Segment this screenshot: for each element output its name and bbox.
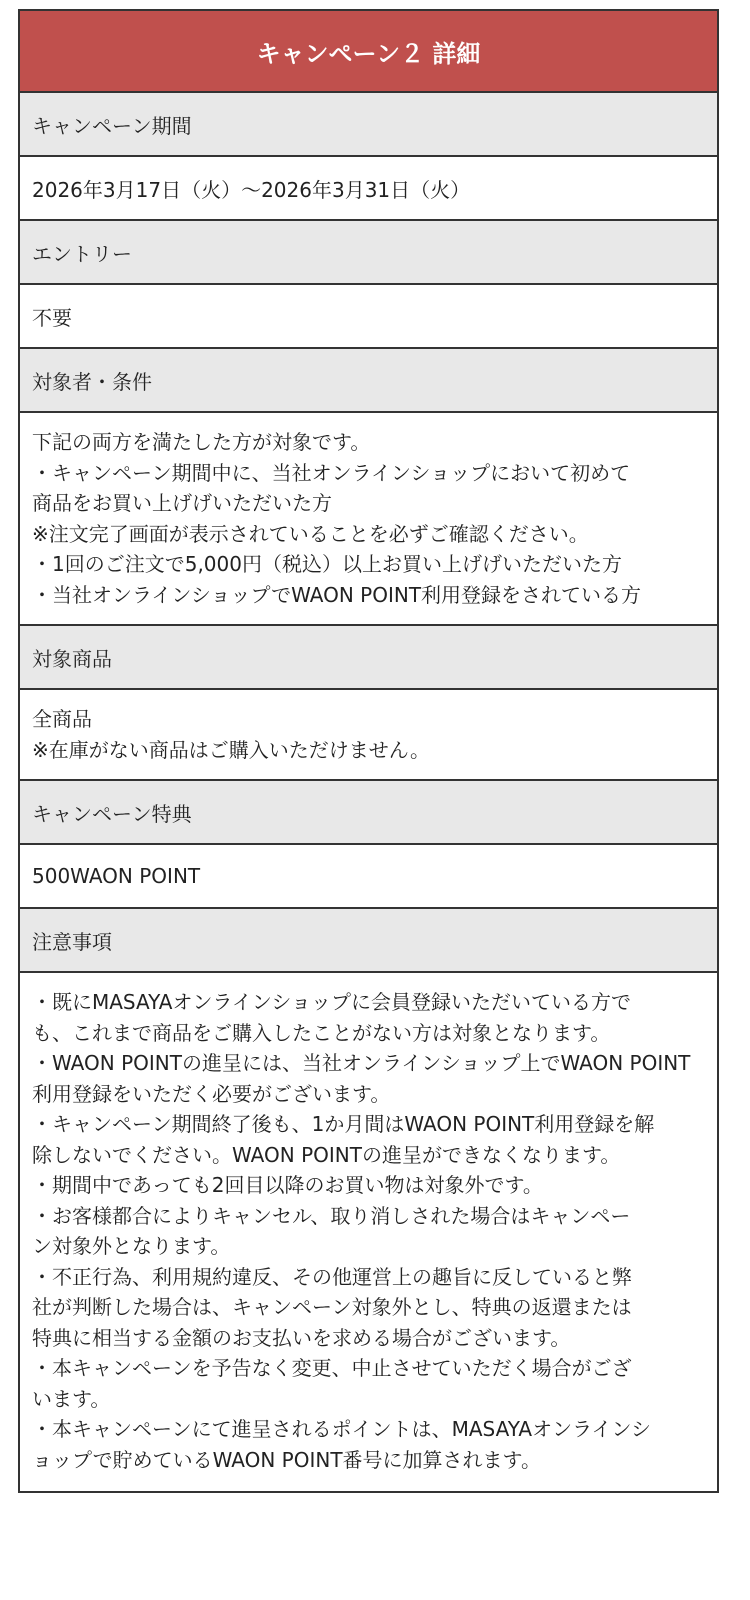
period-label: キャンペーン期間 — [20, 93, 717, 157]
notes-line: 社が判断した場合は、キャンペーン対象外とし、特典の返還または — [32, 1295, 632, 1319]
notes-line: ・既にMASAYAオンラインショップに会員登録いただいている方で — [32, 990, 631, 1014]
products-line: 全商品 — [32, 707, 92, 731]
table-title: キャンペーン２ 詳細 — [20, 11, 717, 93]
products-label: 対象商品 — [20, 626, 717, 690]
eligibility-line: ・1回のご注文で5,000円（税込）以上お買い上げげいただいた方 — [32, 552, 622, 576]
notes-line: ・お客様都合によりキャンセル、取り消しされた場合はキャンペー — [32, 1203, 631, 1228]
period-value: 2026年3月17日（火）〜2026年3月31日（火） — [20, 157, 717, 221]
eligibility-line: ・キャンペーン期間中に、当社オンラインショップにおいて初めて — [32, 460, 631, 485]
eligibility-line: 下記の両方を満たした方が対象です。 — [32, 430, 371, 454]
eligibility-label: 対象者・条件 — [20, 349, 717, 413]
notes-line: ・本キャンペーンにて進呈されるポイントは、MASAYAオンラインシ — [32, 1417, 651, 1441]
products-value — [20, 690, 717, 781]
benefit-value: 500WAON POINT — [20, 845, 717, 909]
notes-line: います。 — [32, 1386, 111, 1411]
eligibility-line: ・当社オンラインショップでWAON POINT利用登録をされている方 — [32, 582, 642, 607]
notes-line: ・期間中であっても2回目以降のお買い物は対象外です。 — [32, 1173, 543, 1197]
notes-label: 注意事項 — [20, 909, 717, 973]
notes-line: ・不正行為、利用規約違反、その他運営上の趣旨に反していると弊 — [32, 1264, 632, 1289]
eligibility-line: 商品をお買い上げげいただいた方 — [32, 491, 332, 515]
notes-line: も、これまで商品をご購入したことがない方は対象となります。 — [32, 1020, 611, 1045]
notes-line: ョップで貯めているWAON POINT番号に加算されます。 — [32, 1447, 541, 1472]
notes-line: ン対象外となります。 — [32, 1234, 231, 1258]
eligibility-value — [20, 413, 717, 626]
campaign-detail-table — [18, 9, 719, 1493]
notes-value — [20, 973, 717, 1491]
benefit-label: キャンペーン特典 — [20, 781, 717, 845]
notes-line: 利用登録をいただく必要がございます。 — [32, 1081, 391, 1106]
notes-line: ・キャンペーン期間終了後も、1か月間はWAON POINT利用登録を解 — [32, 1112, 655, 1136]
products-line: ※在庫がない商品はご購入いただけません。 — [32, 737, 430, 762]
entry-value: 不要 — [20, 285, 717, 349]
notes-line: ・本キャンペーンを予告なく変更、中止させていただく場合がござ — [32, 1356, 632, 1380]
entry-label: エントリー — [20, 221, 717, 285]
notes-line: ・WAON POINTの進呈には、当社オンラインショップ上でWAON POINT — [32, 1051, 691, 1075]
eligibility-line: ※注文完了画面が表示されていることを必ずご確認ください。 — [32, 521, 589, 546]
notes-line: 除しないでください。WAON POINTの進呈ができなくなります。 — [32, 1142, 621, 1167]
notes-line: 特典に相当する金額のお支払いを求める場合がございます。 — [32, 1325, 571, 1350]
